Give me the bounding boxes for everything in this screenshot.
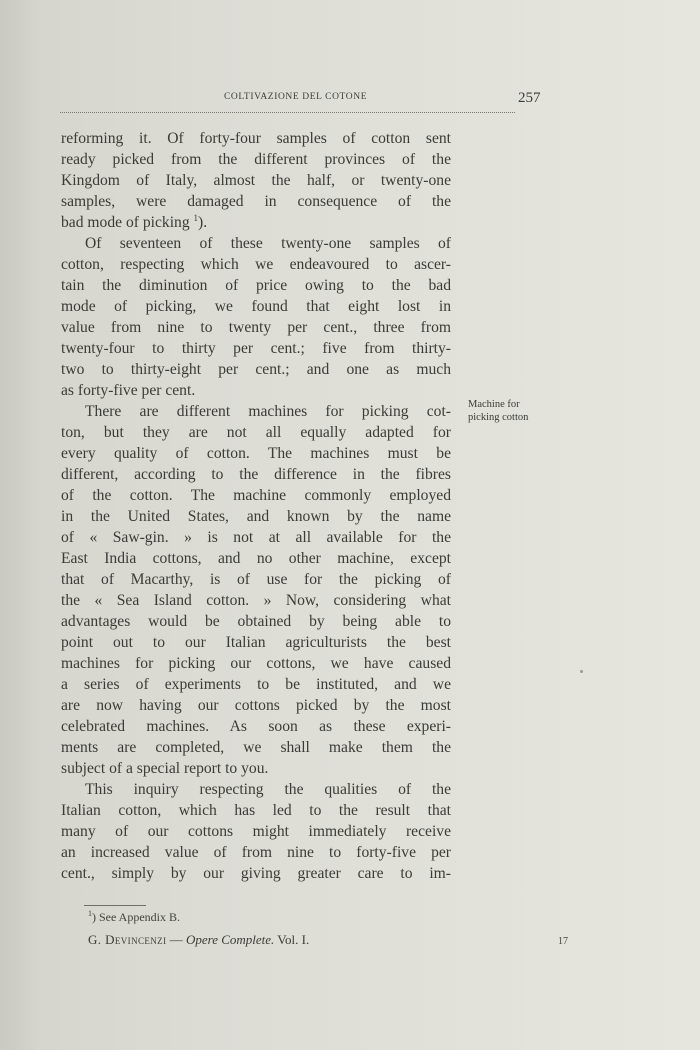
text-line: a series of experiments to be instituted, and we — [61, 676, 451, 693]
text-line: ments are completed, we shall make them the — [61, 739, 451, 756]
text-line: of « Saw-gin. » is not at all available for the — [61, 529, 451, 546]
text-line: are now having our cottons picked by the most — [61, 697, 451, 714]
text-line: tain the diminution of price owing to the bad — [61, 277, 451, 294]
paragraph-start-line: There are different machines for picking cot- — [85, 403, 451, 420]
text-line: subject of a special report to you. — [61, 760, 269, 777]
text-line: celebrated machines. As soon as these experi- — [61, 718, 451, 735]
text-line: Kingdom of Italy, almost the half, or twenty-one — [61, 172, 451, 189]
text-line: ton, but they are not all equally adapted for — [61, 424, 451, 441]
margin-note-line: picking cotton — [468, 412, 529, 423]
footnote-text: ) See Appendix B. — [92, 910, 180, 924]
paragraph-start-line: Of seventeen of these twenty-one samples of — [85, 235, 451, 252]
text-line: cotton, respecting which we endeavoured to ascer- — [61, 256, 451, 273]
text-line: machines for picking our cottons, we have caused — [61, 655, 451, 672]
text-line: different, according to the difference in the fibres — [61, 466, 451, 483]
header-rule — [60, 112, 515, 113]
text-line: of the cotton. The machine commonly employed — [61, 487, 451, 504]
paper-speck — [580, 670, 583, 673]
footnote — [88, 910, 180, 925]
signature-volume: Vol. I. — [274, 932, 310, 947]
margin-note-line: Machine for — [468, 399, 520, 410]
text-line: in the United States, and known by the name — [61, 508, 451, 525]
paragraph-start-line: This inquiry respecting the qualities of the — [85, 781, 451, 798]
text-line: Italian cotton, which has led to the result that — [61, 802, 451, 819]
text-line: that of Macarthy, is of use for the picking of — [61, 571, 451, 588]
text-line: samples, were damaged in consequence of the — [61, 193, 451, 210]
text-line: value from nine to twenty per cent., three from — [61, 319, 451, 336]
text-line: mode of picking, we found that eight lost in — [61, 298, 451, 315]
signature-author: G. Devincenzi — [88, 932, 167, 947]
text-line: reforming it. Of forty-four samples of cotton sent — [61, 130, 451, 147]
text-line: cent., simply by our giving greater care to im- — [61, 865, 451, 882]
text-line — [61, 212, 451, 233]
text-line: twenty-four to thirty per cent.; five from thirty- — [61, 340, 451, 357]
text-line: East India cottons, and no other machine, except — [61, 550, 451, 567]
signature-dash: — — [166, 932, 186, 947]
body-text — [61, 128, 451, 884]
text-line: advantages would be obtained by being able to — [61, 613, 451, 630]
footnote-rule — [84, 905, 146, 906]
signature-line — [88, 932, 309, 948]
footnote-reference: 1 — [193, 213, 199, 223]
footnote-marker: 1 — [88, 909, 92, 918]
margin-note — [468, 398, 568, 424]
text-line: ready picked from the different provinces of the — [61, 151, 451, 168]
page-number: 257 — [518, 90, 541, 106]
text-line: as forty-five per cent. — [61, 382, 196, 399]
sheet-number: 17 — [558, 936, 568, 947]
text-line: many of our cottons might immediately receive — [61, 823, 451, 840]
signature-work: Opere Complete. — [185, 932, 275, 947]
text-line-content: bad mode of picking — [61, 214, 190, 231]
running-head — [60, 88, 541, 122]
text-line: two to thirty-eight per cent.; and one as much — [61, 361, 451, 378]
text-line: every quality of cotton. The machines must be — [61, 445, 451, 462]
text-line: an increased value of from nine to forty-five per — [61, 844, 451, 861]
text-line: point out to our Italian agriculturists the best — [61, 634, 451, 651]
text-line: the « Sea Island cotton. » Now, considering what — [61, 592, 451, 609]
footnote-reference-close: ). — [198, 214, 208, 231]
running-title: COLTIVAZIONE DEL COTONE — [224, 92, 368, 102]
